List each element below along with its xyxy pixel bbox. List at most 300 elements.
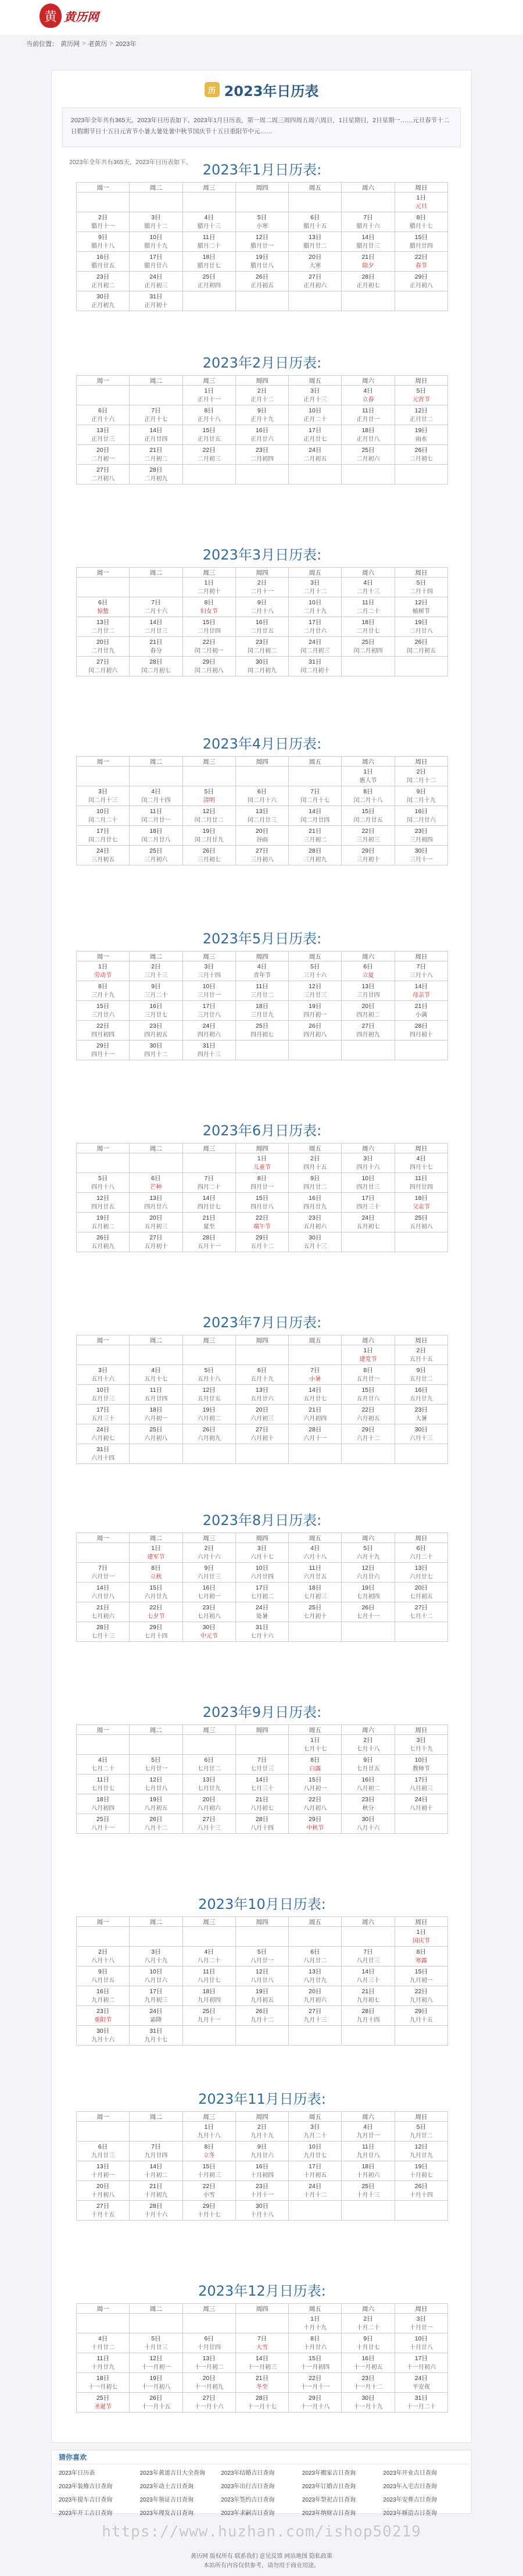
site-logo[interactable] xyxy=(40,3,99,28)
day-cell[interactable] xyxy=(289,1986,342,2006)
related-link[interactable]: 2023年黄道吉日大全查询 xyxy=(139,2470,205,2477)
day-cell[interactable] xyxy=(342,2006,395,2026)
day-cell[interactable] xyxy=(77,1385,130,1405)
day-cell[interactable] xyxy=(395,2181,447,2201)
day-cell[interactable] xyxy=(395,1213,447,1232)
day-cell[interactable] xyxy=(342,232,395,252)
day-cell[interactable] xyxy=(395,2333,447,2353)
day-cell[interactable] xyxy=(235,2161,288,2181)
day-cell[interactable] xyxy=(182,1001,235,1021)
day-cell[interactable] xyxy=(289,1735,342,1755)
day-cell[interactable] xyxy=(235,1602,288,1622)
day-cell[interactable] xyxy=(130,232,182,252)
day-cell[interactable] xyxy=(235,1563,288,1583)
day-cell[interactable] xyxy=(289,961,342,981)
day-cell[interactable] xyxy=(395,806,447,826)
day-cell[interactable] xyxy=(235,2353,288,2373)
day-cell[interactable] xyxy=(395,1735,447,1755)
day-cell[interactable] xyxy=(289,1775,342,1794)
day-cell[interactable] xyxy=(182,1213,235,1232)
day-cell[interactable] xyxy=(182,1947,235,1966)
day-cell[interactable] xyxy=(235,826,288,846)
day-cell[interactable] xyxy=(235,232,288,252)
day-cell[interactable] xyxy=(182,1583,235,1602)
day-cell[interactable] xyxy=(395,2393,447,2413)
day-cell[interactable] xyxy=(130,1947,182,1966)
day-cell[interactable] xyxy=(395,578,447,597)
day-cell[interactable] xyxy=(77,1193,130,1213)
day-cell[interactable] xyxy=(342,1021,395,1041)
day-cell[interactable] xyxy=(182,1966,235,1986)
day-cell[interactable] xyxy=(289,1563,342,1583)
day-cell[interactable] xyxy=(77,846,130,865)
day-cell[interactable] xyxy=(235,786,288,806)
day-cell[interactable] xyxy=(77,786,130,806)
day-cell[interactable] xyxy=(289,826,342,846)
related-link[interactable]: 2023年祭祀吉日查询 xyxy=(302,2497,356,2503)
day-cell[interactable] xyxy=(235,597,288,617)
day-cell[interactable] xyxy=(289,2006,342,2026)
day-cell[interactable] xyxy=(130,1041,182,1060)
breadcrumb-home[interactable]: 黄历网 xyxy=(60,41,80,48)
day-cell[interactable] xyxy=(342,1563,395,1583)
day-cell[interactable] xyxy=(182,272,235,291)
day-cell[interactable] xyxy=(130,2026,182,2046)
day-cell[interactable] xyxy=(77,291,130,311)
day-cell[interactable] xyxy=(130,425,182,445)
day-cell[interactable] xyxy=(130,826,182,846)
day-cell[interactable] xyxy=(342,2161,395,2181)
day-cell[interactable] xyxy=(77,1947,130,1966)
day-cell[interactable] xyxy=(235,617,288,637)
day-cell[interactable] xyxy=(289,1153,342,1173)
day-cell[interactable] xyxy=(289,1193,342,1213)
day-cell[interactable] xyxy=(395,846,447,865)
related-link[interactable]: 2023年开工吉日查询 xyxy=(59,2510,113,2517)
day-cell[interactable] xyxy=(289,597,342,617)
day-cell[interactable] xyxy=(289,2353,342,2373)
day-cell[interactable] xyxy=(342,786,395,806)
day-cell[interactable] xyxy=(289,1021,342,1041)
day-cell[interactable] xyxy=(77,1755,130,1775)
day-cell[interactable] xyxy=(77,2393,130,2413)
day-cell[interactable] xyxy=(77,1213,130,1232)
day-cell[interactable] xyxy=(342,826,395,846)
day-cell[interactable] xyxy=(77,2373,130,2393)
day-cell[interactable] xyxy=(182,2201,235,2221)
day-cell[interactable] xyxy=(395,1365,447,1385)
day-cell[interactable] xyxy=(395,1405,447,1424)
day-cell[interactable] xyxy=(342,272,395,291)
day-cell[interactable] xyxy=(182,597,235,617)
day-cell[interactable] xyxy=(342,1735,395,1755)
day-cell[interactable] xyxy=(342,1153,395,1173)
day-cell[interactable] xyxy=(77,425,130,445)
day-cell[interactable] xyxy=(182,1424,235,1444)
day-cell[interactable] xyxy=(235,1947,288,1966)
day-cell[interactable] xyxy=(130,2161,182,2181)
day-cell[interactable] xyxy=(130,1001,182,1021)
day-cell[interactable] xyxy=(342,961,395,981)
day-cell[interactable] xyxy=(235,2201,288,2221)
day-cell[interactable] xyxy=(235,445,288,465)
day-cell[interactable] xyxy=(342,806,395,826)
day-cell[interactable] xyxy=(289,2142,342,2161)
day-cell[interactable] xyxy=(182,1173,235,1193)
day-cell[interactable] xyxy=(342,445,395,465)
day-cell[interactable] xyxy=(130,2353,182,2373)
day-cell[interactable] xyxy=(235,578,288,597)
day-cell[interactable] xyxy=(289,1794,342,1814)
day-cell[interactable] xyxy=(77,1041,130,1060)
day-cell[interactable] xyxy=(130,617,182,637)
day-cell[interactable] xyxy=(342,1543,395,1563)
day-cell[interactable] xyxy=(235,2006,288,2026)
day-cell[interactable] xyxy=(395,1001,447,1021)
day-cell[interactable] xyxy=(182,232,235,252)
day-cell[interactable] xyxy=(130,2006,182,2026)
day-cell[interactable] xyxy=(289,2393,342,2413)
day-cell[interactable] xyxy=(395,232,447,252)
day-cell[interactable] xyxy=(130,272,182,291)
day-cell[interactable] xyxy=(182,212,235,232)
day-cell[interactable] xyxy=(130,2333,182,2353)
day-cell[interactable] xyxy=(77,1021,130,1041)
day-cell[interactable] xyxy=(235,1021,288,1041)
day-cell[interactable] xyxy=(235,2122,288,2142)
day-cell[interactable] xyxy=(395,193,447,212)
day-cell[interactable] xyxy=(130,1755,182,1775)
day-cell[interactable] xyxy=(342,846,395,865)
day-cell[interactable] xyxy=(289,1583,342,1602)
day-cell[interactable] xyxy=(130,1021,182,1041)
related-link[interactable]: 2023年纳财吉日查询 xyxy=(302,2510,356,2517)
day-cell[interactable] xyxy=(395,2353,447,2373)
day-cell[interactable] xyxy=(342,767,395,786)
day-cell[interactable] xyxy=(342,2181,395,2201)
day-cell[interactable] xyxy=(77,465,130,484)
day-cell[interactable] xyxy=(342,2314,395,2333)
day-cell[interactable] xyxy=(77,2161,130,2181)
day-cell[interactable] xyxy=(342,1755,395,1775)
day-cell[interactable] xyxy=(289,1814,342,1834)
day-cell[interactable] xyxy=(342,1385,395,1405)
day-cell[interactable] xyxy=(289,846,342,865)
day-cell[interactable] xyxy=(289,617,342,637)
day-cell[interactable] xyxy=(289,405,342,425)
day-cell[interactable] xyxy=(130,1622,182,1642)
day-cell[interactable] xyxy=(182,1232,235,1252)
day-cell[interactable] xyxy=(130,1794,182,1814)
day-cell[interactable] xyxy=(77,981,130,1001)
related-link[interactable]: 2023年提车吉日查询 xyxy=(59,2497,113,2503)
day-cell[interactable] xyxy=(395,212,447,232)
day-cell[interactable] xyxy=(235,1543,288,1563)
day-cell[interactable] xyxy=(77,637,130,657)
day-cell[interactable] xyxy=(235,637,288,657)
day-cell[interactable] xyxy=(235,1966,288,1986)
day-cell[interactable] xyxy=(182,826,235,846)
day-cell[interactable] xyxy=(395,2161,447,2181)
day-cell[interactable] xyxy=(130,657,182,676)
day-cell[interactable] xyxy=(235,961,288,981)
day-cell[interactable] xyxy=(130,2373,182,2393)
day-cell[interactable] xyxy=(235,386,288,405)
day-cell[interactable] xyxy=(130,846,182,865)
day-cell[interactable] xyxy=(395,2142,447,2161)
day-cell[interactable] xyxy=(235,1814,288,1834)
day-cell[interactable] xyxy=(77,2181,130,2201)
day-cell[interactable] xyxy=(395,1755,447,1775)
day-cell[interactable] xyxy=(289,1173,342,1193)
day-cell[interactable] xyxy=(395,2122,447,2142)
day-cell[interactable] xyxy=(395,597,447,617)
day-cell[interactable] xyxy=(235,272,288,291)
day-cell[interactable] xyxy=(77,2142,130,2161)
day-cell[interactable] xyxy=(235,425,288,445)
day-cell[interactable] xyxy=(182,1543,235,1563)
day-cell[interactable] xyxy=(289,2373,342,2393)
day-cell[interactable] xyxy=(182,981,235,1001)
day-cell[interactable] xyxy=(77,1966,130,1986)
day-cell[interactable] xyxy=(130,961,182,981)
day-cell[interactable] xyxy=(289,232,342,252)
related-link[interactable]: 2023年入宅吉日查询 xyxy=(383,2484,437,2490)
day-cell[interactable] xyxy=(130,1814,182,1834)
day-cell[interactable] xyxy=(77,232,130,252)
day-cell[interactable] xyxy=(130,1543,182,1563)
day-cell[interactable] xyxy=(182,2161,235,2181)
day-cell[interactable] xyxy=(235,657,288,676)
day-cell[interactable] xyxy=(395,1153,447,1173)
day-cell[interactable] xyxy=(77,806,130,826)
day-cell[interactable] xyxy=(182,252,235,272)
day-cell[interactable] xyxy=(289,1543,342,1563)
day-cell[interactable] xyxy=(77,272,130,291)
day-cell[interactable] xyxy=(342,1814,395,1834)
day-cell[interactable] xyxy=(77,252,130,272)
day-cell[interactable] xyxy=(395,1563,447,1583)
related-link[interactable]: 2023年安葬吉日查询 xyxy=(383,2497,437,2503)
day-cell[interactable] xyxy=(395,1794,447,1814)
day-cell[interactable] xyxy=(77,1001,130,1021)
related-link[interactable]: 2023年领证吉日查询 xyxy=(139,2497,194,2503)
day-cell[interactable] xyxy=(235,1583,288,1602)
day-cell[interactable] xyxy=(182,2006,235,2026)
day-cell[interactable] xyxy=(342,981,395,1001)
day-cell[interactable] xyxy=(395,445,447,465)
day-cell[interactable] xyxy=(289,1001,342,1021)
day-cell[interactable] xyxy=(289,1755,342,1775)
day-cell[interactable] xyxy=(235,806,288,826)
day-cell[interactable] xyxy=(289,981,342,1001)
day-cell[interactable] xyxy=(342,386,395,405)
day-cell[interactable] xyxy=(77,2201,130,2221)
day-cell[interactable] xyxy=(182,425,235,445)
day-cell[interactable] xyxy=(289,1365,342,1385)
day-cell[interactable] xyxy=(182,386,235,405)
day-cell[interactable] xyxy=(77,1232,130,1252)
day-cell[interactable] xyxy=(130,1193,182,1213)
day-cell[interactable] xyxy=(395,1193,447,1213)
day-cell[interactable] xyxy=(77,1602,130,1622)
related-link[interactable]: 2023年结婚吉日查询 xyxy=(221,2470,275,2477)
related-link[interactable]: 2023年开业吉日查询 xyxy=(383,2470,437,2477)
day-cell[interactable] xyxy=(395,425,447,445)
related-link[interactable]: 2023年求嗣吉日查询 xyxy=(221,2510,275,2517)
day-cell[interactable] xyxy=(289,1947,342,1966)
day-cell[interactable] xyxy=(130,806,182,826)
day-cell[interactable] xyxy=(235,2181,288,2201)
day-cell[interactable] xyxy=(182,2353,235,2373)
day-cell[interactable] xyxy=(235,405,288,425)
day-cell[interactable] xyxy=(235,2373,288,2393)
day-cell[interactable] xyxy=(77,961,130,981)
day-cell[interactable] xyxy=(77,1173,130,1193)
day-cell[interactable] xyxy=(235,2142,288,2161)
day-cell[interactable] xyxy=(342,578,395,597)
day-cell[interactable] xyxy=(77,617,130,637)
day-cell[interactable] xyxy=(395,786,447,806)
day-cell[interactable] xyxy=(342,1794,395,1814)
day-cell[interactable] xyxy=(235,1001,288,1021)
day-cell[interactable] xyxy=(289,386,342,405)
day-cell[interactable] xyxy=(289,1405,342,1424)
day-cell[interactable] xyxy=(342,1001,395,1021)
related-link[interactable]: 2023年动土吉日查询 xyxy=(139,2484,194,2490)
day-cell[interactable] xyxy=(235,1173,288,1193)
day-cell[interactable] xyxy=(130,637,182,657)
day-cell[interactable] xyxy=(130,1385,182,1405)
day-cell[interactable] xyxy=(182,961,235,981)
day-cell[interactable] xyxy=(289,445,342,465)
related-link[interactable]: 2023年出行吉日查询 xyxy=(221,2484,275,2490)
day-cell[interactable] xyxy=(77,405,130,425)
day-cell[interactable] xyxy=(342,212,395,232)
day-cell[interactable] xyxy=(182,1405,235,1424)
day-cell[interactable] xyxy=(77,1365,130,1385)
day-cell[interactable] xyxy=(342,637,395,657)
day-cell[interactable] xyxy=(289,786,342,806)
day-cell[interactable] xyxy=(130,1405,182,1424)
day-cell[interactable] xyxy=(395,1986,447,2006)
day-cell[interactable] xyxy=(130,1966,182,1986)
day-cell[interactable] xyxy=(77,2006,130,2026)
day-cell[interactable] xyxy=(182,1365,235,1385)
day-cell[interactable] xyxy=(289,1232,342,1252)
day-cell[interactable] xyxy=(342,1583,395,1602)
day-cell[interactable] xyxy=(235,1794,288,1814)
day-cell[interactable] xyxy=(182,1622,235,1642)
day-cell[interactable] xyxy=(395,1543,447,1563)
day-cell[interactable] xyxy=(77,1405,130,1424)
day-cell[interactable] xyxy=(77,212,130,232)
day-cell[interactable] xyxy=(77,1563,130,1583)
day-cell[interactable] xyxy=(77,597,130,617)
day-cell[interactable] xyxy=(395,1385,447,1405)
day-cell[interactable] xyxy=(182,1986,235,2006)
day-cell[interactable] xyxy=(342,1173,395,1193)
day-cell[interactable] xyxy=(235,2333,288,2353)
day-cell[interactable] xyxy=(342,2353,395,2373)
day-cell[interactable] xyxy=(342,597,395,617)
day-cell[interactable] xyxy=(182,2373,235,2393)
day-cell[interactable] xyxy=(289,2333,342,2353)
day-cell[interactable] xyxy=(182,1385,235,1405)
day-cell[interactable] xyxy=(342,1365,395,1385)
day-cell[interactable] xyxy=(77,1794,130,1814)
day-cell[interactable] xyxy=(289,1213,342,1232)
day-cell[interactable] xyxy=(289,2161,342,2181)
day-cell[interactable] xyxy=(130,1602,182,1622)
day-cell[interactable] xyxy=(182,2181,235,2201)
day-cell[interactable] xyxy=(182,445,235,465)
day-cell[interactable] xyxy=(342,1405,395,1424)
day-cell[interactable] xyxy=(342,1775,395,1794)
day-cell[interactable] xyxy=(235,1385,288,1405)
day-cell[interactable] xyxy=(77,445,130,465)
day-cell[interactable] xyxy=(235,1622,288,1642)
day-cell[interactable] xyxy=(182,2333,235,2353)
day-cell[interactable] xyxy=(130,1986,182,2006)
day-cell[interactable] xyxy=(182,1794,235,1814)
day-cell[interactable] xyxy=(235,1405,288,1424)
day-cell[interactable] xyxy=(77,1424,130,1444)
day-cell[interactable] xyxy=(289,425,342,445)
day-cell[interactable] xyxy=(289,806,342,826)
day-cell[interactable] xyxy=(395,1424,447,1444)
day-cell[interactable] xyxy=(289,272,342,291)
day-cell[interactable] xyxy=(342,2142,395,2161)
day-cell[interactable] xyxy=(342,1947,395,1966)
day-cell[interactable] xyxy=(77,2026,130,2046)
day-cell[interactable] xyxy=(130,1173,182,1193)
day-cell[interactable] xyxy=(289,1424,342,1444)
related-link[interactable]: 2023年搬家吉日查询 xyxy=(302,2470,356,2477)
day-cell[interactable] xyxy=(235,1213,288,1232)
day-cell[interactable] xyxy=(182,617,235,637)
related-link[interactable]: 2023年修造吉日查询 xyxy=(383,2510,437,2517)
day-cell[interactable] xyxy=(395,272,447,291)
day-cell[interactable] xyxy=(395,826,447,846)
day-cell[interactable] xyxy=(130,291,182,311)
day-cell[interactable] xyxy=(235,212,288,232)
day-cell[interactable] xyxy=(395,617,447,637)
day-cell[interactable] xyxy=(77,1622,130,1642)
day-cell[interactable] xyxy=(289,1966,342,1986)
breadcrumb-almanac[interactable]: 老黄历 xyxy=(88,41,108,48)
day-cell[interactable] xyxy=(130,445,182,465)
day-cell[interactable] xyxy=(342,425,395,445)
day-cell[interactable] xyxy=(182,637,235,657)
day-cell[interactable] xyxy=(289,578,342,597)
day-cell[interactable] xyxy=(130,2393,182,2413)
day-cell[interactable] xyxy=(77,1986,130,2006)
day-cell[interactable] xyxy=(130,2181,182,2201)
day-cell[interactable] xyxy=(130,981,182,1001)
day-cell[interactable] xyxy=(235,1755,288,1775)
day-cell[interactable] xyxy=(342,252,395,272)
day-cell[interactable] xyxy=(77,1444,130,1464)
day-cell[interactable] xyxy=(342,1213,395,1232)
day-cell[interactable] xyxy=(342,2333,395,2353)
day-cell[interactable] xyxy=(395,1947,447,1966)
day-cell[interactable] xyxy=(182,2142,235,2161)
day-cell[interactable] xyxy=(130,1213,182,1232)
day-cell[interactable] xyxy=(395,1775,447,1794)
day-cell[interactable] xyxy=(235,1193,288,1213)
day-cell[interactable] xyxy=(395,1345,447,1365)
